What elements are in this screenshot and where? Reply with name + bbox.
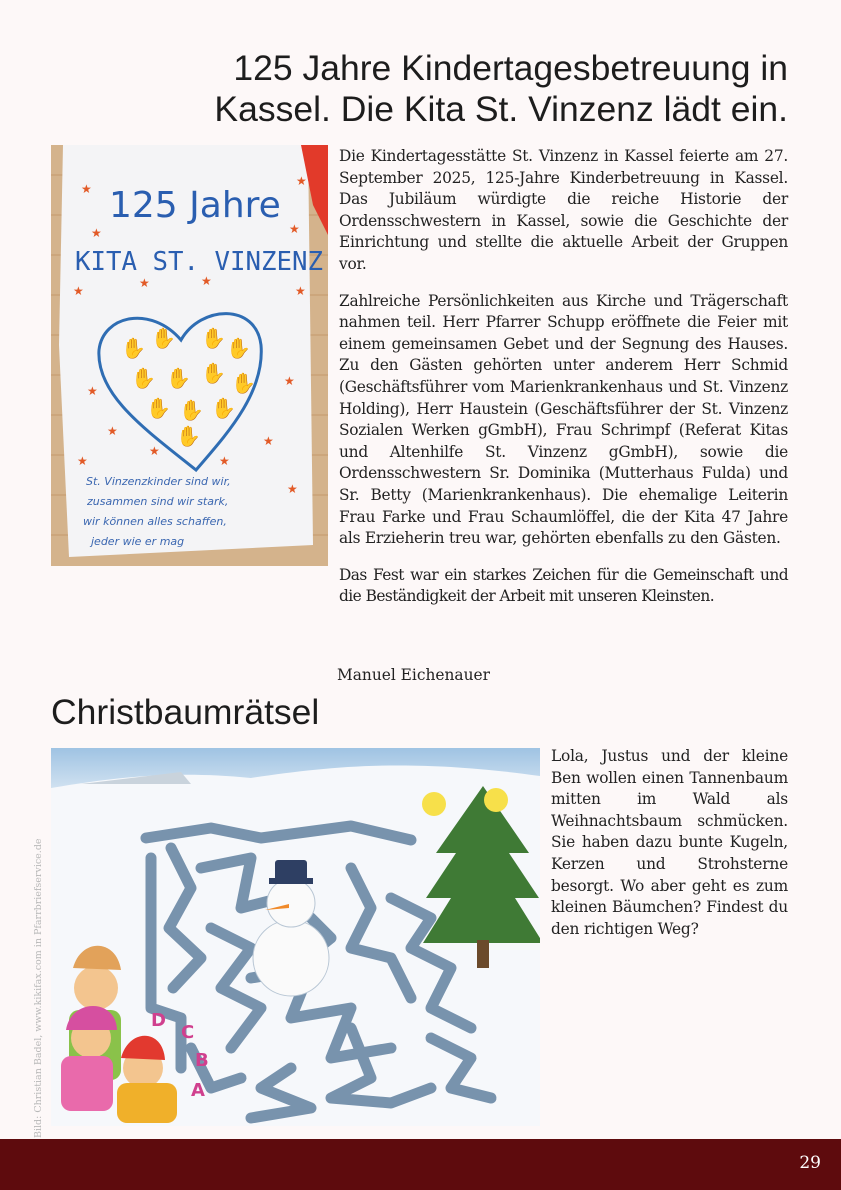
svg-text:✋: ✋: [121, 336, 146, 360]
article-title-line-2: Kassel. Die Kita St. Vinzenz lädt ein.: [214, 89, 788, 129]
maze-label-c: C: [181, 1022, 195, 1043]
poster-illustration: [51, 145, 328, 566]
poster-poem-line-3: wir können alles schaffen,: [83, 515, 227, 528]
article-paragraph-1: Die Kindertagesstätte St. Vinzenz in Kassel feierte am 27. September 2025, 125-Jahre Kinderbetreuung in Kassel. Das Jubiläum würdigte die reiche Historie der Ordensschwestern in Kassel, sowie die Geschichte der Einrichtung und stellte die aktuelle Arbeit der Gruppen vor.: [339, 147, 788, 273]
poster-heading-1: 125 Jahre: [109, 185, 281, 226]
svg-text:★: ★: [296, 174, 307, 188]
poster-photo: [51, 145, 328, 566]
svg-text:✋: ✋: [211, 396, 236, 420]
svg-text:★: ★: [284, 374, 295, 388]
poster-heading-2: KITA ST. VINZENZ: [75, 247, 323, 277]
svg-text:★: ★: [87, 384, 98, 398]
article-author: Manuel Eichenauer: [337, 666, 490, 684]
svg-text:✋: ✋: [201, 361, 226, 385]
svg-text:★: ★: [139, 276, 150, 290]
poster-poem-line-1: St. Vinzenzkinder sind wir,: [86, 475, 231, 488]
svg-text:✋: ✋: [231, 371, 256, 395]
svg-text:✋: ✋: [131, 366, 156, 390]
svg-text:✋: ✋: [201, 326, 226, 350]
article-paragraph-3: Das Fest war ein starkes Zeichen für die Gemeinschaft und die Beständigkeit der Arbeit mit unseren Kleinsten.: [339, 565, 788, 606]
svg-text:★: ★: [289, 222, 300, 236]
article-body: [339, 146, 788, 623]
svg-text:★: ★: [81, 182, 92, 196]
svg-text:★: ★: [201, 274, 212, 288]
article-title: [100, 48, 788, 130]
svg-text:★: ★: [287, 482, 298, 496]
svg-text:✋: ✋: [226, 336, 251, 360]
svg-text:✋: ✋: [166, 366, 191, 390]
svg-text:✋: ✋: [176, 424, 201, 448]
svg-text:★: ★: [77, 454, 88, 468]
maze-label-d: D: [151, 1010, 166, 1031]
poster-poem-line-2: zusammen sind wir stark,: [87, 495, 229, 508]
riddle-title: Christbaumrätsel: [51, 692, 320, 732]
svg-text:★: ★: [91, 226, 102, 240]
svg-text:★: ★: [149, 444, 160, 458]
svg-text:★: ★: [219, 454, 230, 468]
page-number: 29: [799, 1153, 821, 1173]
maze-illustration: [51, 748, 540, 1126]
svg-text:★: ★: [73, 284, 84, 298]
svg-text:★: ★: [107, 424, 118, 438]
image-credit: Bild: Christian Badel, www.kikifax.com in Pfarrbriefservice.de: [33, 838, 44, 1138]
poster-poem-line-4: jeder wie er mag: [91, 535, 185, 548]
svg-text:✋: ✋: [146, 396, 171, 420]
svg-text:✋: ✋: [179, 398, 204, 422]
footer-bar: [0, 1139, 841, 1190]
maze-label-b: B: [195, 1050, 209, 1071]
riddle-text: Lola, Justus und der kleine Ben wollen einen Tannenbaum mitten im Wald als Weihnachtsbaum schmücken. Sie haben dazu bunte Kugeln, Kerzen und Strohsterne besorgt. Wo aber geht es zum kleinen Bäumchen? Findest du den richtigen Weg?: [551, 747, 788, 938]
maze-drawing: [51, 748, 540, 1126]
svg-text:✋: ✋: [151, 326, 176, 350]
article-paragraph-2: Zahlreiche Persönlichkeiten aus Kirche und Trägerschaft nahmen teil. Herr Pfarrer Schupp eröffnete die Feier mit einem gemeinsamen Gebet und der Segnung des Hauses. Zu den Gästen gehörten unter anderem Herr Schmid (Geschäftsführer vom Marienkrankenhaus und St. Vinzenz Holding), Herr Haustein (Geschäftsführer der St. Vinzenz Sozialen Werken gGmbH), Frau Schrimpf (Referat Kitas und Altenhilfe St. Vinzenz gGmbH), sowie die Ordensschwestern Sr. Dominika (Mutterhaus Fulda) und Sr. Betty (Marienkrankenhaus). Die ehemalige Leiterin Frau Farke und Frau Schaumlöffel, die der Kita 47 Jahre als Erzieherin treu war, gehörten ebenfalls zu den Gästen.: [339, 291, 788, 548]
svg-text:★: ★: [295, 284, 306, 298]
svg-text:★: ★: [263, 434, 274, 448]
maze-label-a: A: [191, 1080, 205, 1101]
article-title-line-1: 125 Jahre Kindertagesbetreuung in: [233, 48, 788, 88]
